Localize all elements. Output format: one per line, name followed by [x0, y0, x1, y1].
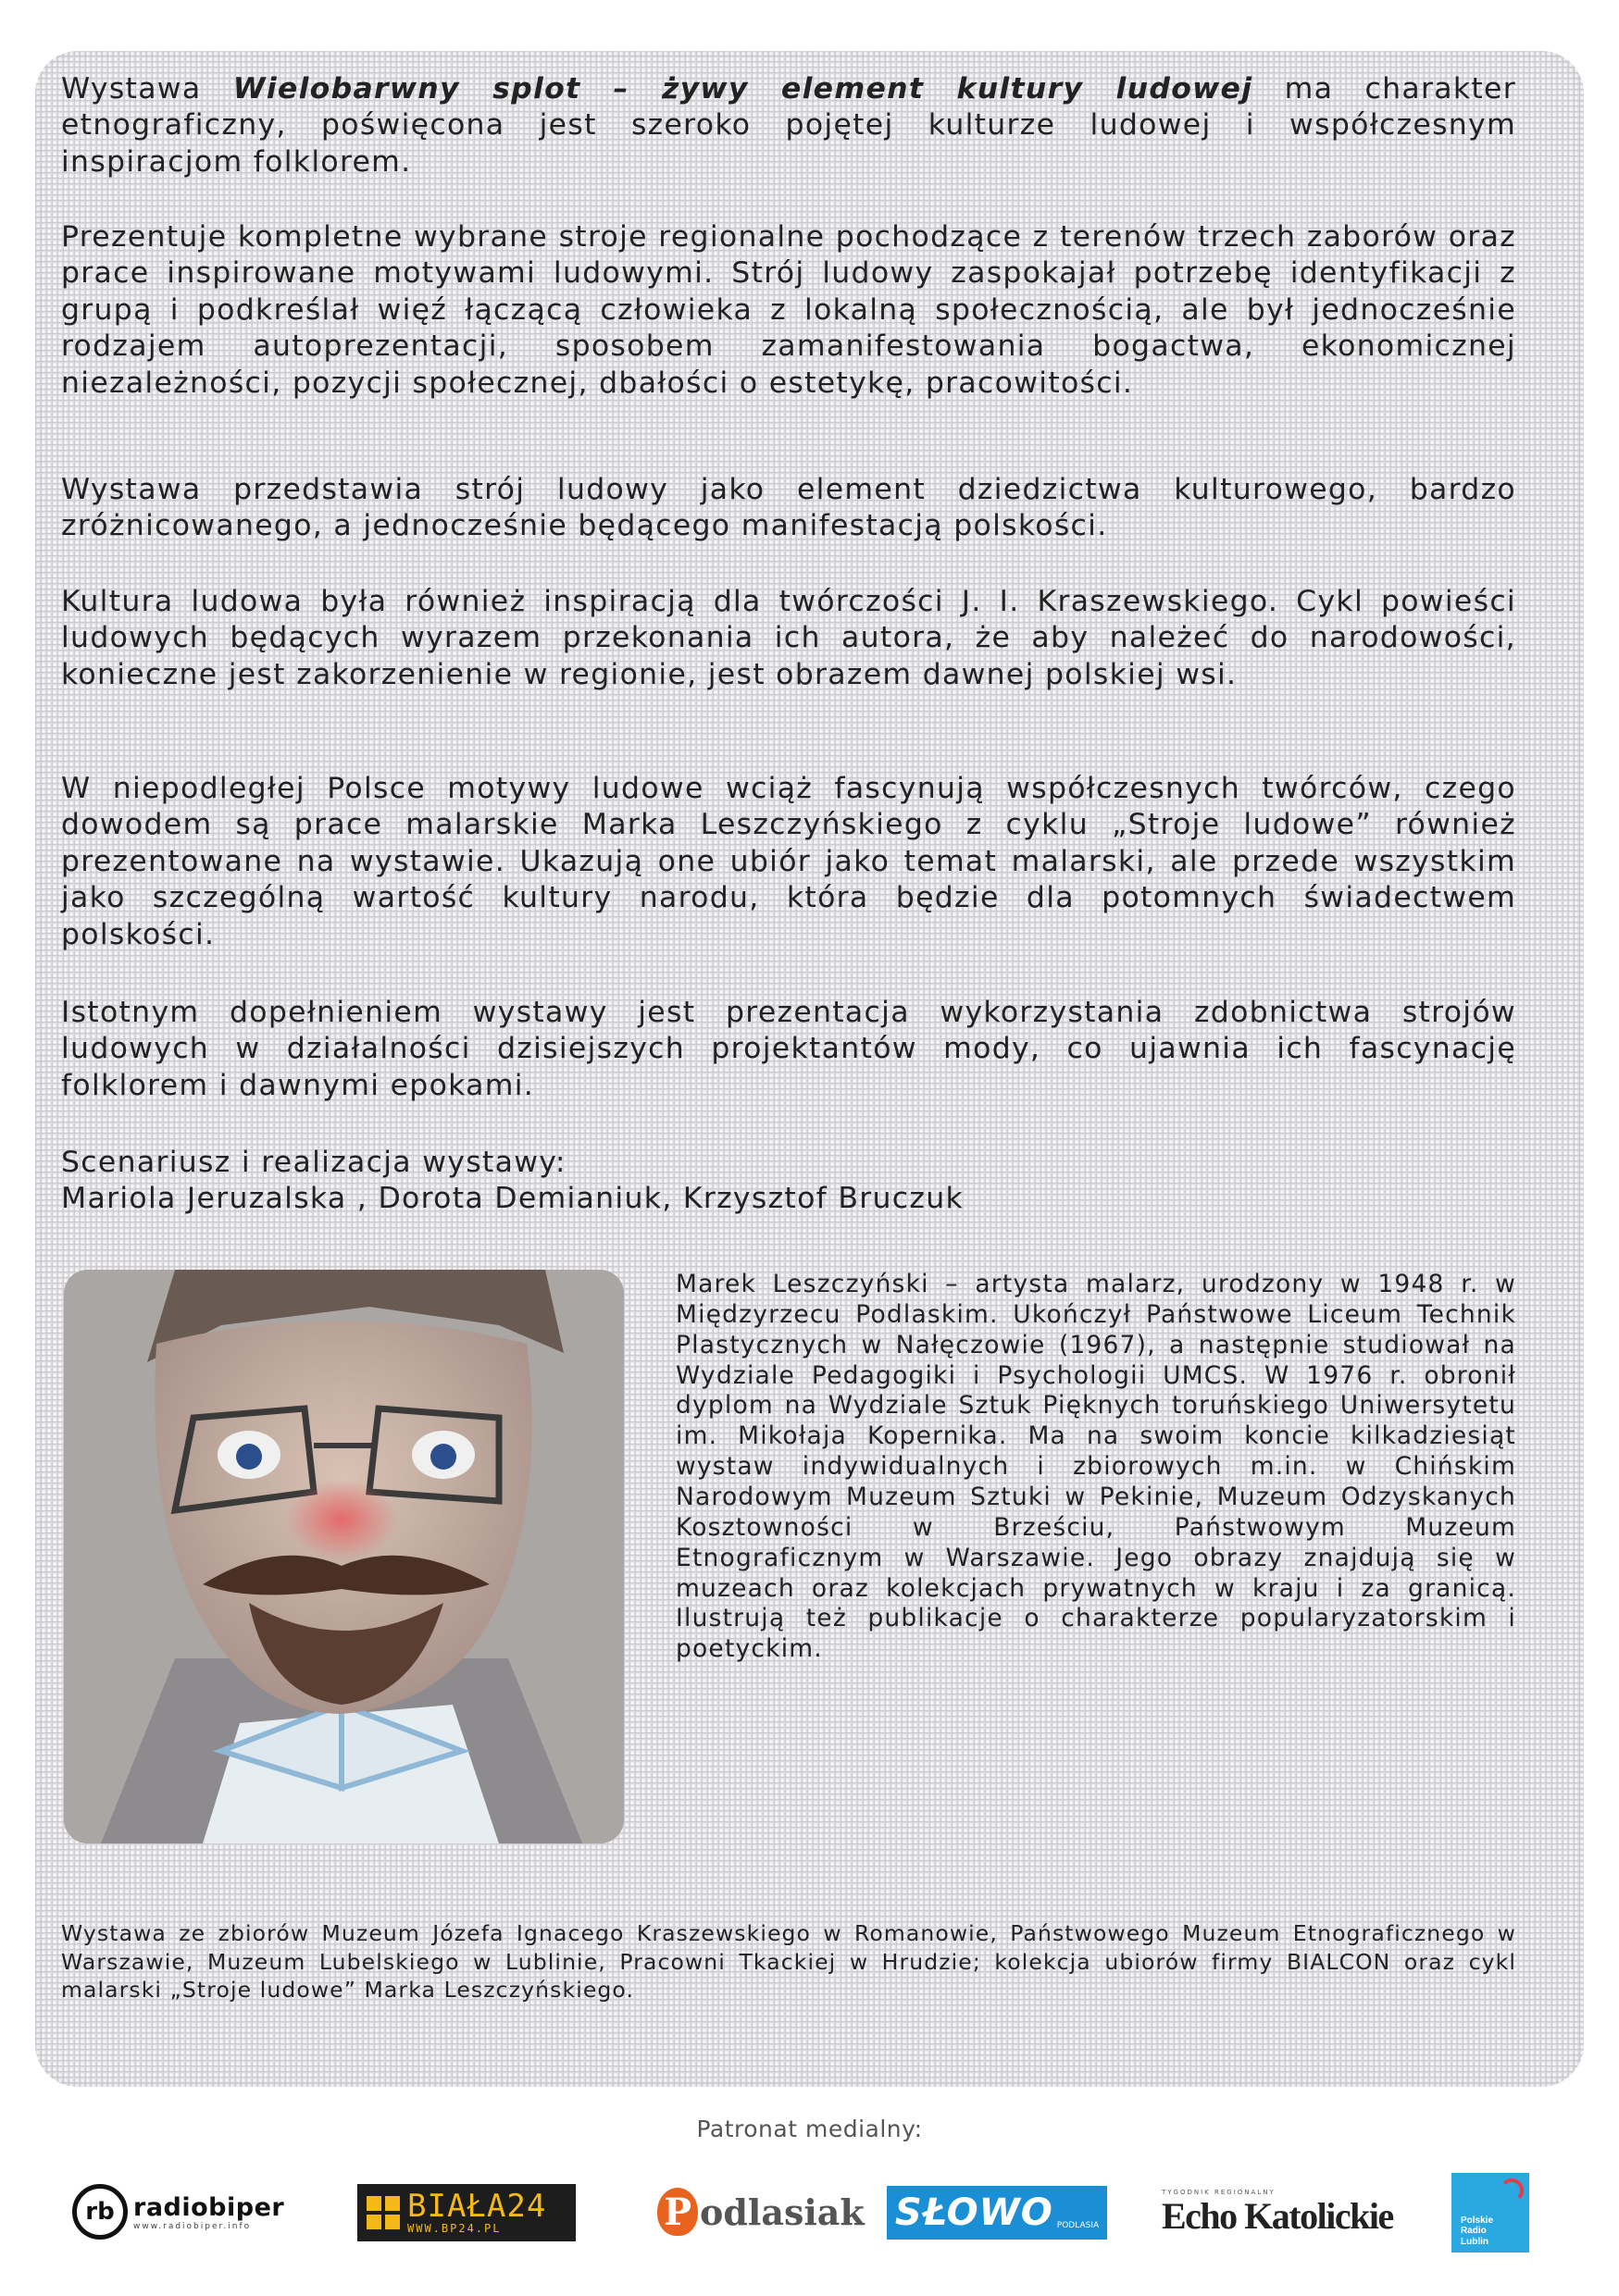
paragraph-leszczynski: W niepodległej Polsce motywy ludowe wciąż fascynują współczesnych twórców, czego dowodem są prace malarskie Marka Leszczyńskiego z cyklu „Stroje ludowe” również prezentowane na wystawie. Ukazują one ubiór jako temat malarski, ale przede wszystkim jako szczególną wartość kultury narodu, która będzie dla potomnych świadectwem polskości. [61, 772, 1516, 951]
slowo-sub: PODLASIA [1056, 2221, 1100, 2230]
podlasiak-mark: P [657, 2188, 698, 2236]
paragraph-costumes: Prezentuje kompletne wybrane stroje regionalne pochodzące z terenów trzech zaborów oraz prace inspirowane motywami ludowymi. Strój ludowy zaspokajał potrzebę identyfikacji z grupą i podkreślał więź łączącą człowieka z lokalną społecznością, ale był jednocześnie rodzajem autoprezentacji, sposobem zamanifestowania bogactwa, ekonomicznej niezależności, pozycji społecznej, dbałości o estetykę, pracowitości. [61, 220, 1516, 400]
podlasiak-name: odlasiak [700, 2191, 865, 2233]
radiobiper-mark: rb [72, 2184, 128, 2240]
echo-katolickie-logo [1162, 2179, 1395, 2244]
collections-note: Wystawa ze zbiorów Muzeum Józefa Ignacego Kraszewskiego w Romanowie, Państwowego Muzeum Etnograficznego w Warszawie, Muzeum Lubelskiego w Lublinie, Pracowni Tkackiej w Hrudzie; kolekcja ubiorów firmy BIALCON oraz cykl malarski „Stroje ludowe” Marka Leszczyńskiego. [61, 1920, 1516, 2004]
paragraph-kraszewski: Kultura ludowa była również inspiracją dla twórczości J. I. Kraszewskiego. Cykl powieści ludowych będących wyrazem przekonania ich autora, że aby należeć do narodowości, konieczne jest zakorzenienie w regionie, jest obrazem dawnej polskiej wsi. [61, 585, 1516, 691]
biala24-square-icon [367, 2196, 400, 2229]
prl-ring-icon [1500, 2178, 1524, 2203]
credits-block [61, 1145, 1516, 1218]
prl-line-1: Polskie [1461, 2215, 1494, 2226]
media-patronage-label: Patronat medialny: [696, 2116, 923, 2142]
intro-rest: ma charakter etnograficzny, poświęcona jest szeroko pojętej kulturze ludowej i współczesnym inspiracjom folklorem. [61, 72, 1516, 179]
intro-paragraph [61, 71, 1516, 180]
credits-names: Mariola Jeruzalska , Dorota Demianiuk, Krzysztof Bruczuk [61, 1182, 965, 1216]
artist-portrait-painting [64, 1270, 624, 1843]
radiobiper-logo [72, 2179, 304, 2244]
polskie-radio-lublin-logo [1451, 2173, 1529, 2253]
portrait-illustration [64, 1270, 624, 1843]
biala24-logo [357, 2184, 576, 2241]
exhibition-title: Wielobarwny splot – żywy element kultury ludowej [232, 72, 1253, 105]
radiobiper-name: radiobiper [133, 2192, 285, 2222]
radiobiper-url: www.radiobiper.info [133, 2221, 252, 2231]
prl-line-3: Lublin [1461, 2236, 1488, 2247]
intro-lead: Wystawa [61, 72, 233, 105]
biala24-url: WWW.BP24.PL [407, 2222, 502, 2235]
echo-name: Echo Katolickie [1162, 2195, 1393, 2237]
biala24-name: BIAŁA24 [407, 2188, 547, 2225]
slowo-podlasia-logo [887, 2186, 1107, 2240]
podlasiak-logo [657, 2179, 865, 2244]
artist-biography: Marek Leszczyński – artysta malarz, urodzony w 1948 r. w Międzyrzecu Podlaskim. Ukończył Państwowe Liceum Technik Plastycznych w Nałęczowie (1967), a następnie studiował na Wydziale Pedagogiki i Psychologii UMCS. W 1976 r. obronił dyplom na Wydziale Sztuk Pięknych toruńskiego Uniwersytetu im. Mikołaja Kopernika. Ma na swoim koncie kilkadziesiąt wystaw indywidualnych i zbiorowych m.in. w Chińskim Narodowym Muzeum Sztuki w Pekinie, Muzeum Odzyskanych Kosztowności w Brześciu, Państwowym Muzeum Etnograficznym w Warszawie. Jego obrazy znajdują się w muzeach oraz kolekcjach prywatnych w kraju i za granicą. Ilustrują też publikacje o charakterze popularyzatorskim i poetyckim. [676, 1270, 1516, 1664]
paragraph-fashion: Istotnym dopełnieniem wystawy jest prezentacja wykorzystania zdobnictwa strojów ludowych w działalności dzisiejszych projektantów mody, co ujawnia ich fascynację folklorem i dawnymi epokami. [61, 996, 1516, 1102]
paragraph-heritage: Wystawa przedstawia strój ludowy jako element dziedzictwa kulturowego, bardzo zróżnicowanego, a jednocześnie będącego manifestacją polskości. [61, 473, 1516, 543]
echo-tagline: TYGODNIK REGIONALNY [1162, 2189, 1276, 2196]
credits-label: Scenariusz i realizacja wystawy: [61, 1146, 567, 1179]
slowo-name: SŁOWO [894, 2191, 1053, 2234]
prl-line-2: Radio [1461, 2226, 1487, 2236]
